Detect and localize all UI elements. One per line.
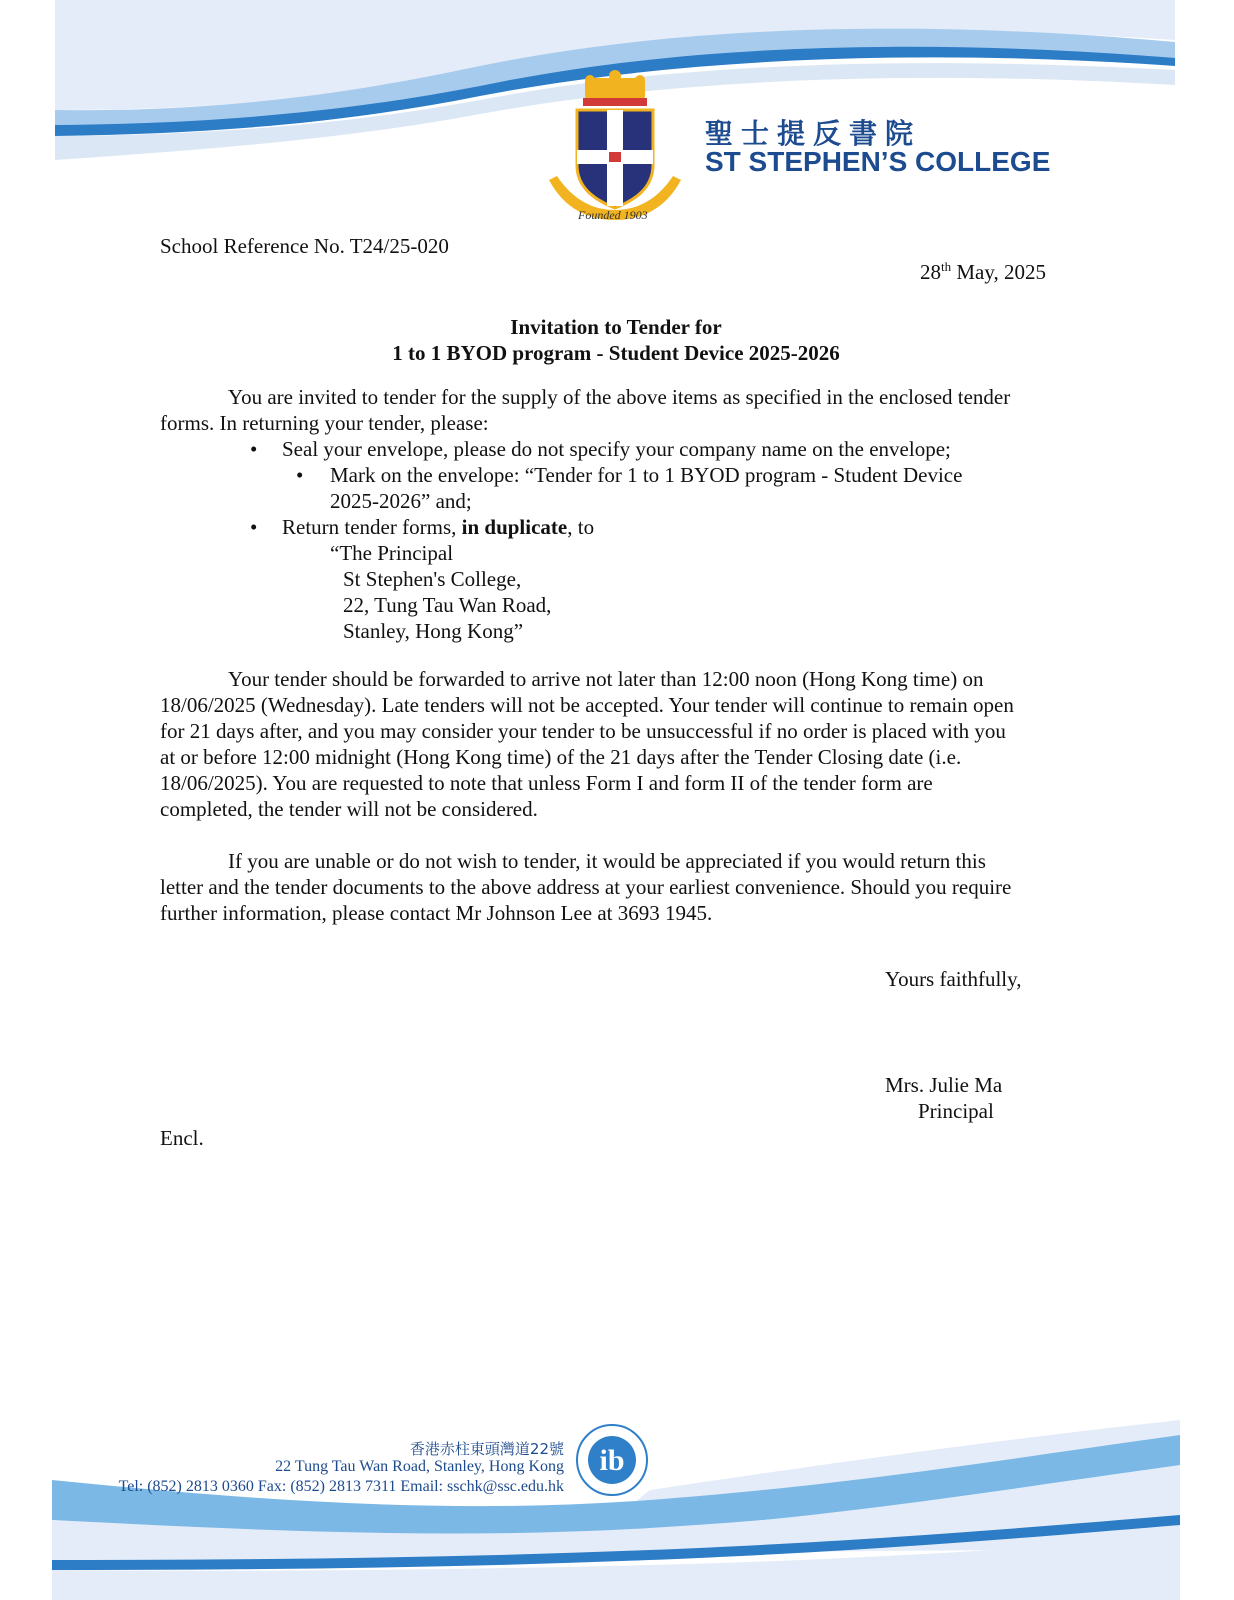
paragraph-3-line-2: letter and the tender documents to the above address at your earliest convenience. Should you require [160, 875, 1012, 899]
bullet-2-line-1: Mark on the envelope: “Tender for 1 to 1 BYOD program - Student Device [330, 463, 963, 487]
title-line-1: Invitation to Tender for [510, 315, 722, 339]
svg-text:ib: ib [599, 1444, 625, 1477]
address-line-1: “The Principal [330, 541, 454, 565]
footer-contact: Tel: (852) 2813 0360 Fax: (852) 2813 7311 Email: sschk@ssc.edu.hk [118, 1478, 564, 1495]
paragraph-2-line-1: Your tender should be forwarded to arrive not later than 12:00 noon (Hong Kong time) on [228, 667, 984, 691]
bullet-2-line-2: 2025-2026” and; [330, 489, 472, 513]
address-line-2: St Stephen's College, [343, 567, 522, 591]
school-reference: School Reference No. T24/25-020 [160, 234, 449, 258]
school-crest-logo [545, 70, 685, 230]
letter-date: 28th May, 2025 [920, 259, 1047, 284]
closing-salutation: Yours faithfully, [885, 967, 1022, 991]
crest-founded-text: Founded 1903 [578, 208, 648, 222]
enclosure-note: Encl. [160, 1126, 204, 1150]
bullet-dot: • [250, 437, 258, 461]
school-name-chinese: 聖士提反書院 [705, 117, 922, 150]
paragraph-2-line-4: at or before 12:00 midnight (Hong Kong time) of the 21 days after the Tender Closing date (i.e. [160, 745, 962, 769]
bullet-3-text: Return tender forms, in duplicate, to [282, 515, 595, 539]
paragraph-2-line-6: completed, the tender will not be considered. [160, 797, 538, 821]
footer-address-english: 22 Tung Tau Wan Road, Stanley, Hong Kong [275, 1458, 564, 1475]
intro-line-2: forms. In returning your tender, please: [160, 411, 489, 435]
address-line-3: 22, Tung Tau Wan Road, [343, 593, 552, 617]
paragraph-2-line-5: 18/06/2025). You are requested to note that unless Form I and form II of the tender form are [160, 771, 933, 795]
intro-line-1: You are invited to tender for the supply of the above items as specified in the enclosed tender [228, 385, 1011, 409]
paragraph-3-line-1: If you are unable or do not wish to tender, it would be appreciated if you would return this [228, 849, 986, 873]
signer-title: Principal [918, 1099, 994, 1123]
bullet-dot: • [296, 463, 304, 487]
ib-world-school-logo [574, 1422, 650, 1498]
paragraph-2-line-2: 18/06/2025 (Wednesday). Late tenders will not be accepted. Your tender will continue to remain open [160, 693, 1014, 717]
signer-name: Mrs. Julie Ma [885, 1073, 1003, 1097]
paragraph-3-line-3: further information, please contact Mr Johnson Lee at 3693 1945. [160, 901, 713, 925]
letter-title [160, 314, 1072, 366]
paragraph-2-line-3: for 21 days after, and you may consider your tender to be unsuccessful if no order is placed with you [160, 719, 1006, 743]
bullet-dot: • [250, 515, 258, 539]
title-line-2: 1 to 1 BYOD program - Student Device 2025-2026 [392, 341, 840, 365]
bullet-1-text: Seal your envelope, please do not specify your company name on the envelope; [282, 437, 951, 461]
school-name-english: ST STEPHEN’S COLLEGE [705, 146, 1051, 177]
footer-address-chinese: 香港赤柱東頭灣道22號 [409, 1440, 564, 1458]
address-line-4: Stanley, Hong Kong” [343, 619, 524, 643]
